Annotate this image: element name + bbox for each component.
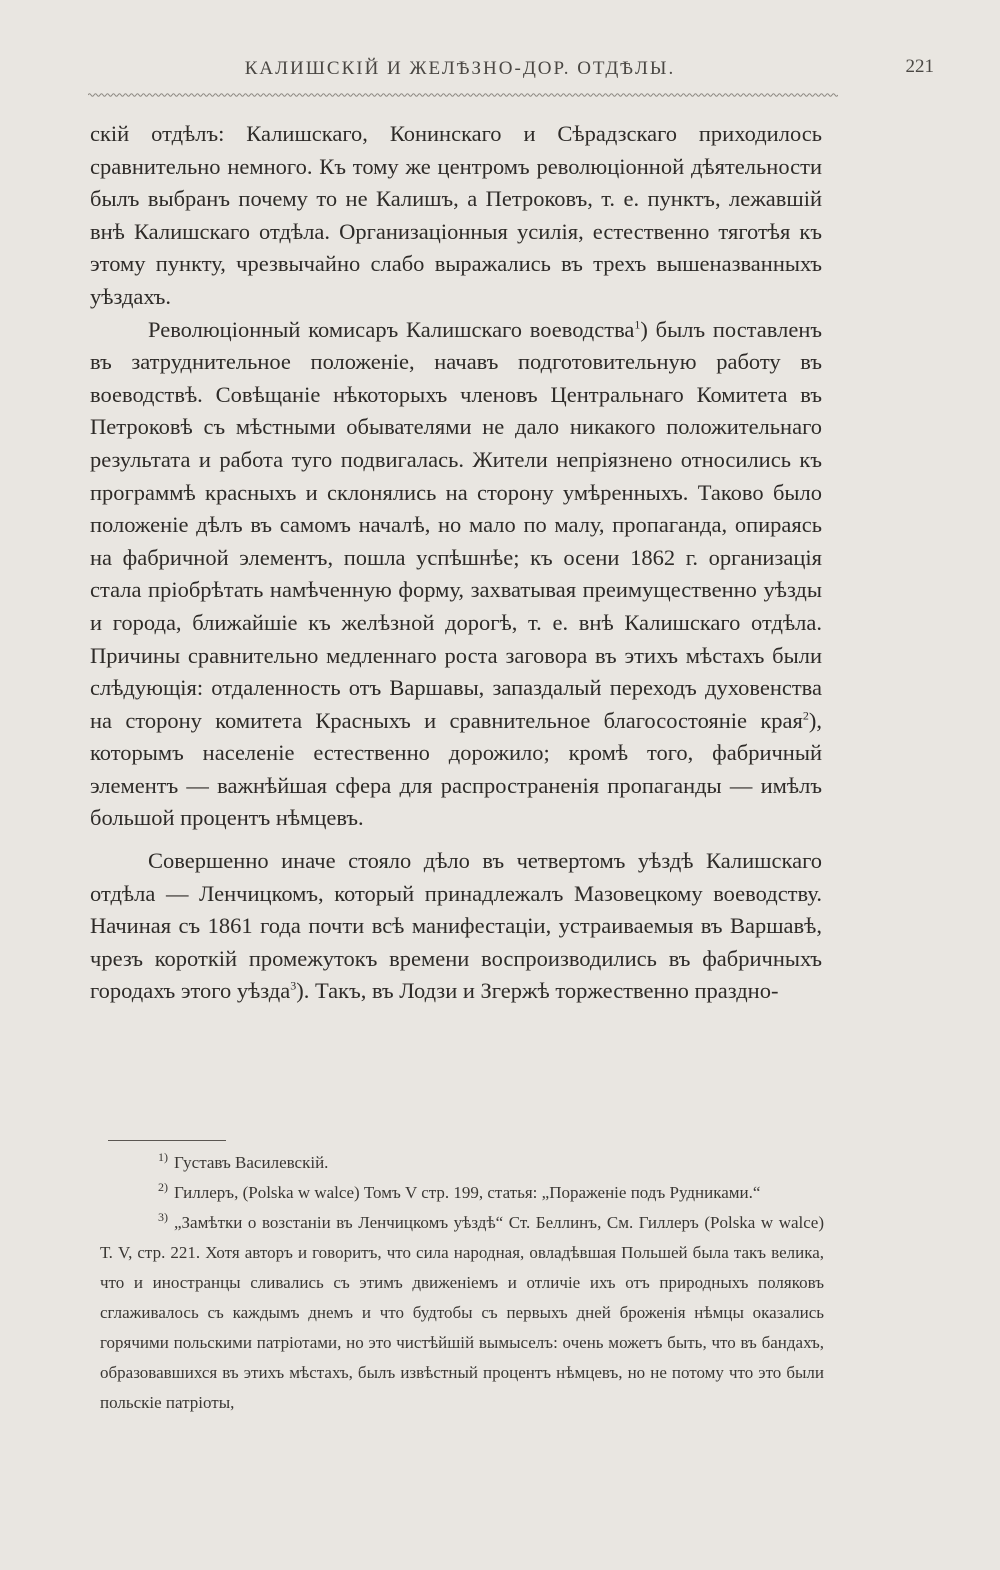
footnotes: [100, 1148, 824, 1418]
footnote-separator: [108, 1140, 226, 1141]
header-wavy-rule: [88, 92, 838, 98]
body-text: [90, 118, 822, 1008]
paragraph-3: [90, 845, 822, 1008]
paragraph-3-part-a: Совершенно иначе стояло дѣло въ четвертомъ уѣздѣ Калишскаго отдѣла — Ленчицкомъ, который принадлежалъ Мазовецкому воеводству. Начиная съ 1861 года почти всѣ манифестаціи, устраиваемыя въ Варшавѣ, чрезъ короткій промежутокъ времени воспроизводились въ фабричныхъ городахъ этого уѣзда: [90, 848, 822, 1004]
footnote-ref-3[interactable]: 3: [290, 978, 297, 993]
footnote-3: [100, 1208, 824, 1418]
footnote-3-text: „Замѣтки о возстаніи въ Ленчицкомъ уѣздѣ“ Ст. Беллинъ, См. Гиллеръ (Polska w walce) Т. V, стр. 221. Хотя авторъ и говоритъ, что сила народная, овладѣвшая Польшей была такъ велика, что и иностранцы сливались съ этимъ движеніемъ и отличіе ихъ отъ природныхъ поляковъ сглаживалось съ каждымъ днемъ и что будтобы съ первыхъ дней броженія нѣмцы оказались горячими польскими патріотами, но это чистѣйшій вымыселъ: очень можетъ быть, что въ бандахъ, образовавшихся въ этихъ мѣстахъ, былъ извѣстный процентъ нѣмцевъ, но не потому что это были польскіе патріоты,: [100, 1213, 824, 1412]
running-title: КАЛИШСКІЙ И ЖЕЛѢЗНО-ДОР. ОТДѢЛЫ.: [244, 58, 676, 79]
page-header: [0, 52, 1000, 92]
footnote-ref-2[interactable]: 2: [802, 708, 809, 723]
footnote-1: [100, 1148, 824, 1178]
paragraph-2: [90, 314, 822, 836]
paragraph-2-part-a: Революціонный комисаръ Калишскаго воеводства: [148, 316, 635, 342]
paragraph-3-part-b: ). Такъ, въ Лодзи и Згержѣ торжественно праздно-: [296, 978, 779, 1004]
paragraph-2-part-b: ) былъ поставленъ въ затруднительное положеніе, начавъ подготовительную работу въ воеводствѣ. Совѣщаніе нѣкоторыхъ членовъ Центральнаго Комитета въ Петроковѣ съ мѣстными обывателями не дало никакого положительнаго результата и работа туго подвигалась. Жители непріязнено относились къ программѣ красныхъ и склонялись на сторону умѣренныхъ. Таково было положеніе дѣлъ въ самомъ началѣ, но мало по малу, пропаганда, опираясь на фабричной элементъ, пошла успѣшнѣе; къ осени 1862 г. организація стала пріобрѣтать намѣченную форму, захватывая преимущественно уѣзды и города, ближайшіе къ желѣзной дорогѣ, т. е. внѣ Калишскаго отдѣла. Причины сравнительно медленнаго роста заговора въ этихъ мѣстахъ были слѣдующія: отдаленность отъ Варшавы, запаздалый переходъ духовенства на сторону комитета Красныхъ и сравнительное благосостояніе края: [90, 316, 822, 733]
footnote-2-mark: 2): [158, 1180, 168, 1195]
footnote-1-text: Густавъ Василевскій.: [174, 1153, 329, 1172]
footnote-2: [100, 1178, 824, 1208]
footnote-2-text: Гиллеръ, (Polska w walce) Томъ V стр. 199, статья: „Пораженіе подъ Рудниками.“: [174, 1183, 761, 1202]
footnote-ref-1[interactable]: 1: [634, 317, 641, 332]
footnote-1-mark: 1): [158, 1150, 168, 1165]
paragraph-1: скій отдѣлъ: Калишскаго, Конинскаго и Сѣрадзскаго приходилось сравнительно немного. Къ тому же центромъ революціонной дѣятельности былъ выбранъ почему то не Калишъ, а Петроковъ, т. е. пунктъ, лежавшій внѣ Калишскаго отдѣла. Организаціонныя усилія, естественно тяготѣя къ этому пункту, чрезвычайно слабо выражались въ трехъ вышеназванныхъ уѣздахъ.: [90, 121, 822, 309]
footnote-3-mark: 3): [158, 1210, 168, 1225]
page-number: 221: [905, 56, 934, 77]
paragraph-2-part-c: ), которымъ населеніе естественно дорожило; кромѣ того, фабричный элементъ — важнѣйшая сфера для распространенія пропаганды — имѣлъ большой процентъ нѣмцевъ.: [90, 707, 822, 831]
